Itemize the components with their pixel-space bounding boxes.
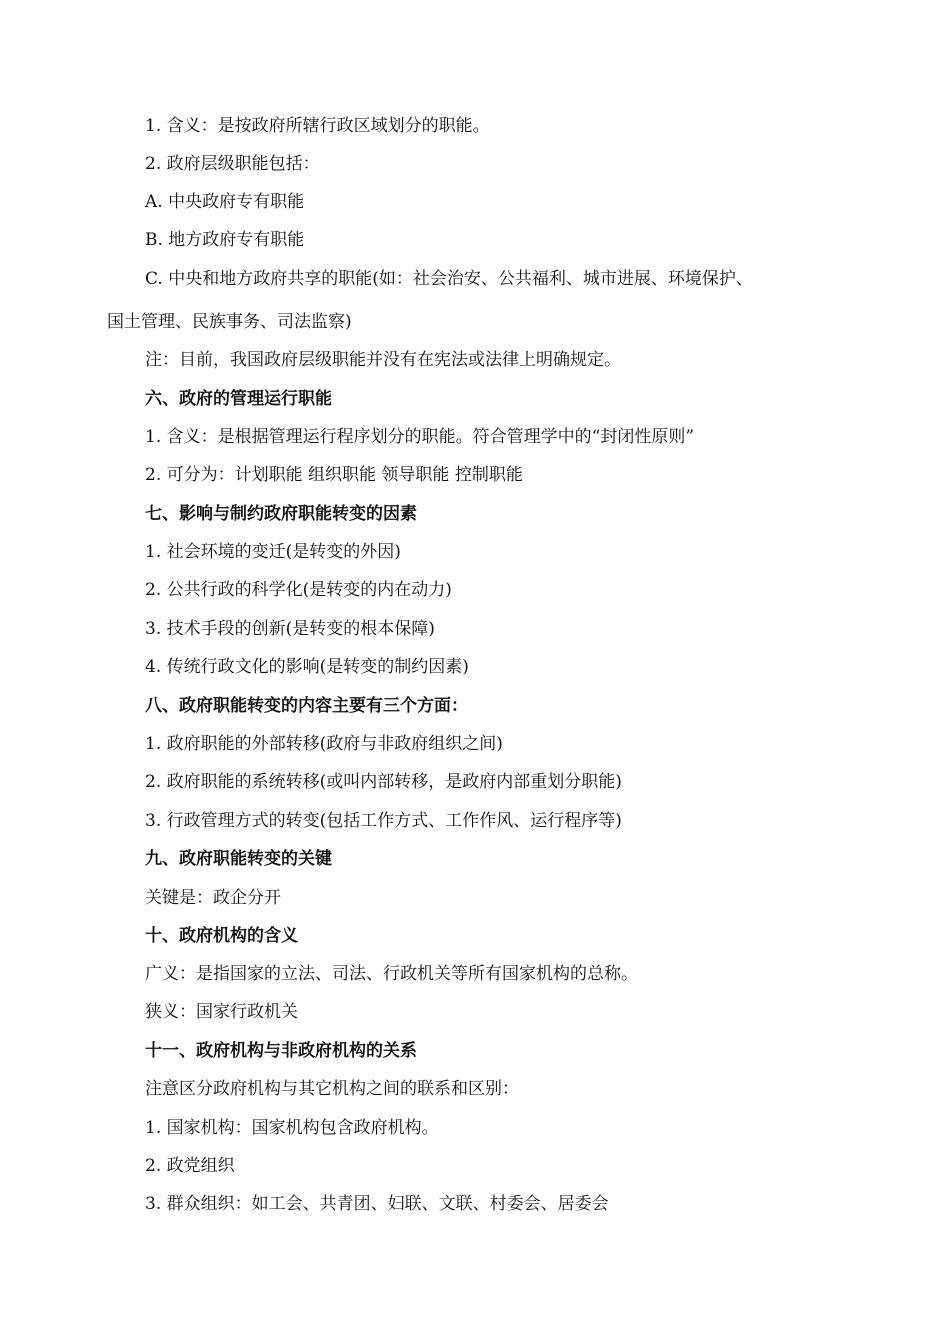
text-line: 3. 行政管理方式的转变(包括工作方式、工作作风、运行程序等) (145, 811, 622, 831)
text-line: 2. 政府职能的系统转移(或叫内部转移，是政府内部重划分职能) (145, 772, 622, 792)
section-heading: 六、政府的管理运行职能 (145, 389, 332, 409)
text-line: 1. 含义：是按政府所辖行政区域划分的职能。 (145, 116, 490, 136)
text-line: 3. 技术手段的创新(是转变的根本保障) (145, 619, 435, 639)
text-line: 狭义：国家行政机关 (145, 1002, 298, 1022)
text-line: 1. 社会环境的变迁(是转变的外因) (145, 542, 401, 562)
text-line: 1. 政府职能的外部转移(政府与非政府组织之间) (145, 734, 503, 754)
text-line: 1. 国家机构：国家机构包含政府机构。 (145, 1118, 439, 1138)
text-line: 2. 可分为：计划职能 组织职能 领导职能 控制职能 (145, 465, 523, 485)
text-line: 国土管理、民族事务、司法监察) (107, 312, 352, 332)
text-line: 2. 公共行政的科学化(是转变的内在动力) (145, 580, 452, 600)
section-heading: 九、政府职能转变的关键 (145, 849, 332, 869)
text-line: 4. 传统行政文化的影响(是转变的制约因素) (145, 657, 469, 677)
section-heading: 七、影响与制约政府职能转变的因素 (145, 504, 417, 524)
text-line: 注：目前，我国政府层级职能并没有在宪法或法律上明确规定。 (145, 350, 621, 370)
text-line: 1. 含义：是根据管理运行程序划分的职能。符合管理学中的“封闭性原则” (145, 427, 695, 447)
text-line: 广义：是指国家的立法、司法、行政机关等所有国家机构的总称。 (145, 964, 638, 984)
text-line: B. 地方政府专有职能 (145, 230, 305, 250)
text-line: 2. 政府层级职能包括： (145, 154, 320, 174)
section-heading: 十一、政府机构与非政府机构的关系 (145, 1041, 417, 1061)
section-heading: 十、政府机构的含义 (145, 926, 298, 946)
section-heading: 八、政府职能转变的内容主要有三个方面： (145, 696, 468, 716)
text-line: 3. 群众组织：如工会、共青团、妇联、文联、村委会、居委会 (145, 1194, 609, 1214)
text-line: 2. 政党组织 (145, 1156, 235, 1176)
text-line: 关键是：政企分开 (145, 888, 281, 908)
text-line: C. 中央和地方政府共享的职能(如：社会治安、公共福利、城市进展、环境保护、 (145, 269, 753, 289)
text-line: A. 中央政府专有职能 (145, 192, 305, 212)
text-line: 注意区分政府机构与其它机构之间的联系和区别： (145, 1079, 519, 1099)
